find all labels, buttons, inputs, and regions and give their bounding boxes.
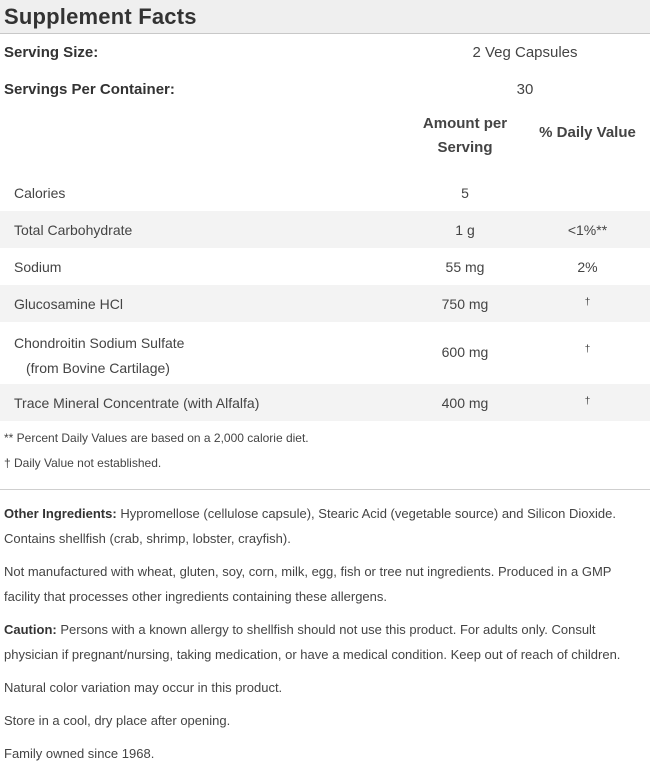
serving-size-row (0, 34, 650, 71)
storage-note: Store in a cool, dry place after opening. (4, 713, 231, 728)
nutrient-amount: 1 g (455, 222, 475, 238)
allergen-note: Not manufactured with wheat, gluten, soy, corn, milk, egg, fish or tree nut ingredients. Produced in a GMP facility that processes other ingredients containing these allergens. (4, 564, 612, 604)
servings-per-container-label: Servings Per Container: (4, 81, 175, 98)
nutrient-name: Chondroitin Sodium Sulfate (14, 335, 185, 351)
title-bar (0, 0, 650, 34)
nutrient-name-block (14, 331, 184, 381)
nutrient-daily-value: † (584, 344, 591, 355)
nutrient-name: Glucosamine HCl (14, 296, 123, 312)
footnote-dagger: † Daily Value not established. (4, 456, 162, 470)
nutrient-amount: 400 mg (441, 395, 489, 411)
table-row (0, 322, 650, 384)
other-ingredients (4, 501, 646, 526)
color-variation-note: Natural color variation may occur in this product. (4, 680, 283, 695)
nutrient-name: Sodium (14, 259, 62, 275)
nutrient-name: Total Carbohydrate (14, 222, 133, 238)
page-title: Supplement Facts (4, 3, 197, 29)
shellfish-note: Contains shellfish (crab, shrimp, lobster, crayfish). (4, 531, 291, 546)
family-owned-note: Family owned since 1968. (4, 746, 155, 761)
serving-size-label: Serving Size: (4, 44, 99, 61)
other-ingredients-text: Hypromellose (cellulose capsule), Stearic Acid (vegetable source) and Silicon Dioxide. (120, 506, 616, 521)
nutrient-amount: 55 mg (445, 259, 485, 275)
footnotes (0, 426, 650, 476)
serving-size-value: 2 Veg Capsules (472, 44, 578, 61)
table-row (0, 285, 650, 322)
divider (0, 489, 650, 490)
amount-header-line2: Serving (437, 139, 493, 156)
amount-per-serving-header (410, 112, 520, 160)
table-row (0, 248, 650, 285)
nutrient-daily-value: † (584, 396, 591, 407)
product-notes (0, 501, 650, 766)
nutrient-amount: 750 mg (441, 296, 489, 312)
servings-per-container-value: 30 (516, 81, 534, 98)
table-row (0, 174, 650, 211)
amount-header-line1: Amount per (422, 115, 508, 132)
nutrient-amount: 600 mg (441, 344, 489, 360)
daily-value-header: % Daily Value (539, 124, 636, 141)
column-headers (0, 108, 650, 166)
footnote-percent-dv: ** Percent Daily Values are based on a 2,000 calorie diet. (4, 431, 309, 445)
nutrient-daily-value: † (584, 297, 591, 308)
nutrient-daily-value: <1%** (567, 222, 608, 238)
nutrient-daily-value: 2% (577, 259, 598, 275)
nutrient-table (0, 174, 650, 421)
table-row (0, 384, 650, 421)
table-row (0, 211, 650, 248)
caution-label: Caution: (4, 622, 57, 637)
nutrient-name: Calories (14, 185, 66, 201)
other-ingredients-label: Other Ingredients: (4, 506, 117, 521)
caution-note (4, 617, 646, 667)
caution-text: Persons with a known allergy to shellfish should not use this product. For adults only. Consult physician if pregnant/nursing, taking medication, or have a medical condition. Keep out of reach of children. (4, 622, 621, 662)
nutrient-name: Trace Mineral Concentrate (with Alfalfa) (14, 395, 260, 411)
nutrient-subname: (from Bovine Cartilage) (26, 360, 170, 376)
nutrient-amount: 5 (461, 185, 469, 201)
servings-per-container-row (0, 71, 650, 108)
